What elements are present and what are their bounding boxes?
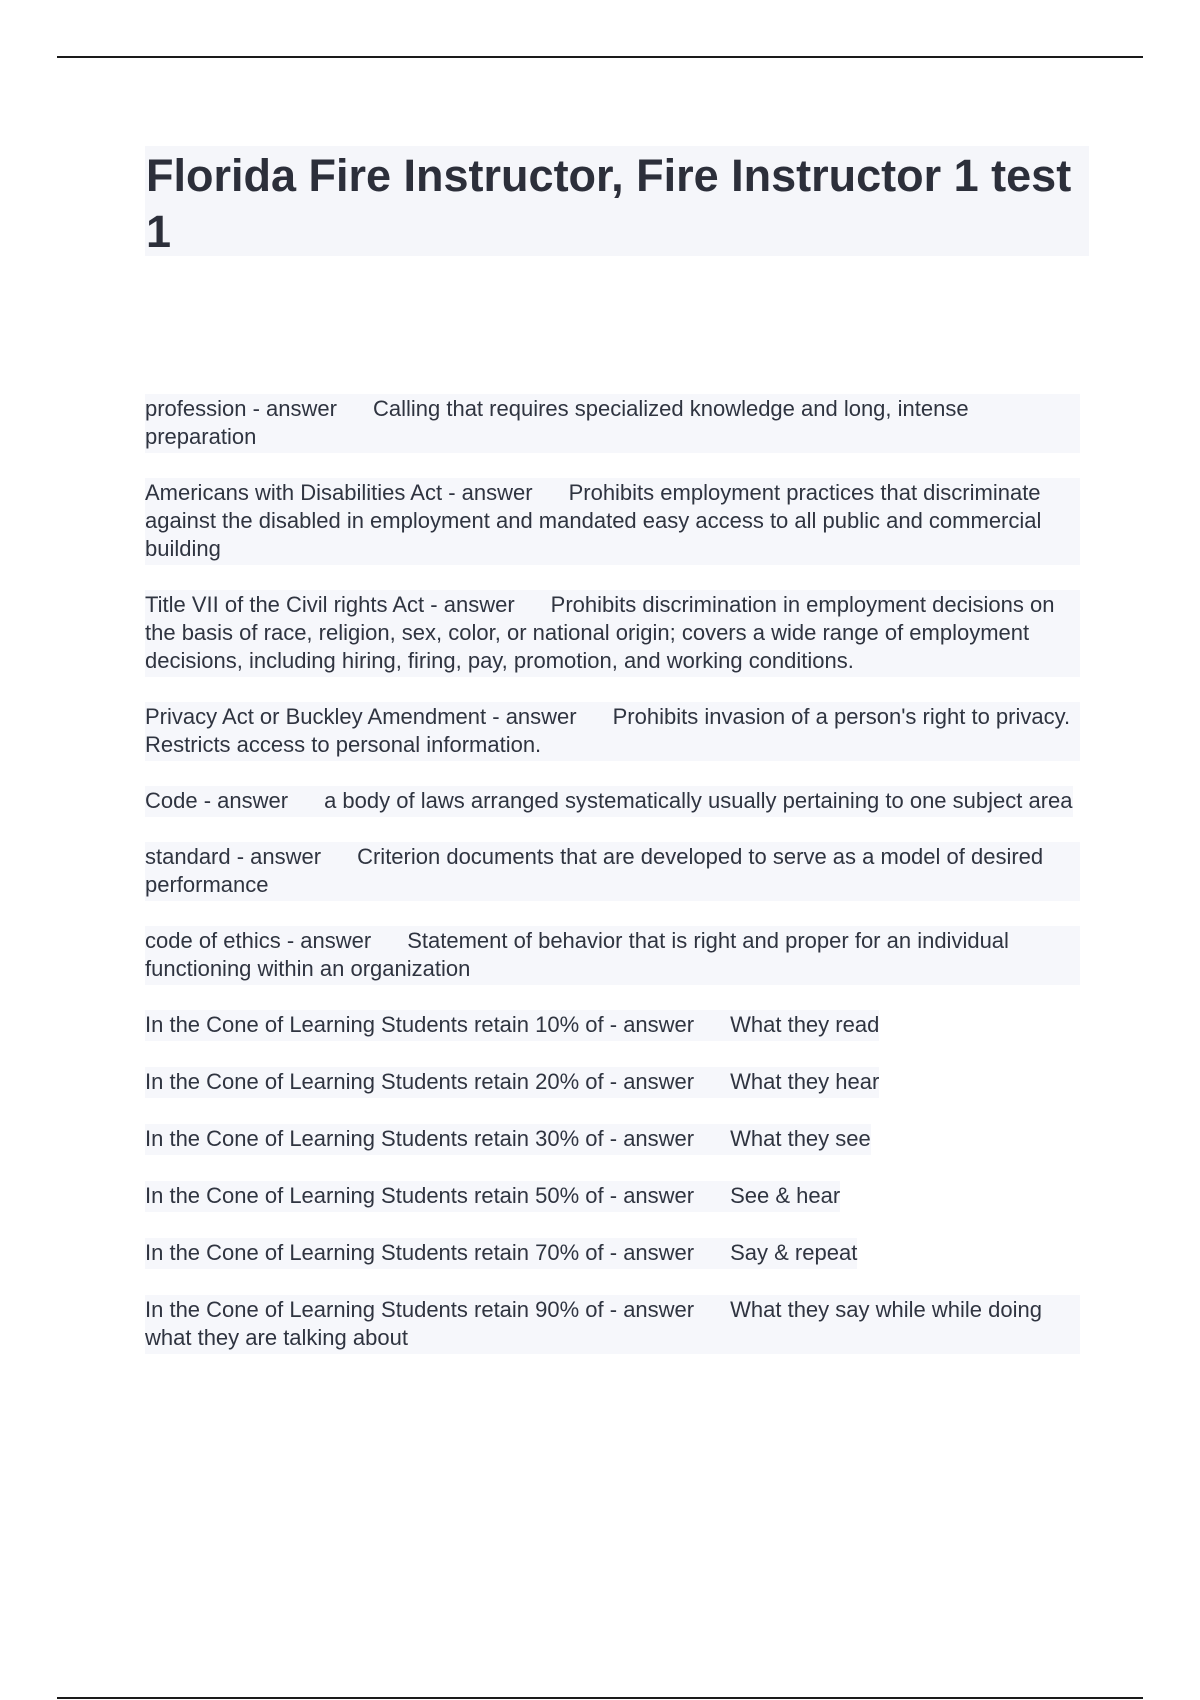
flashcard-definition: Statement of behavior that is right and proper for an individual functioning within an organization xyxy=(145,928,1009,981)
flashcard-definition: What they read xyxy=(730,1012,880,1037)
flashcard-definition: What they say while while doing what they are talking about xyxy=(145,1297,1042,1350)
flashcard-term: Privacy Act or Buckley Amendment - answer xyxy=(145,704,577,729)
flashcard-item xyxy=(145,926,1089,985)
flashcard-text xyxy=(145,842,1080,901)
flashcard-text xyxy=(145,786,1073,817)
flashcard-item xyxy=(145,1181,1089,1212)
flashcard-term: profession - answer xyxy=(145,396,337,421)
flashcard-item xyxy=(145,394,1089,453)
flashcard-item xyxy=(145,1238,1089,1269)
flashcard-text xyxy=(145,590,1080,677)
flashcard-definition: Prohibits employment practices that discriminate against the disabled in employment and mandated easy access to all public and commercial building xyxy=(145,480,1042,561)
flashcard-definition: See & hear xyxy=(730,1183,841,1208)
flashcard-definition: What they see xyxy=(730,1126,871,1151)
bottom-divider xyxy=(57,1697,1143,1699)
document-title: Florida Fire Instructor, Fire Instructor 1 test 1 xyxy=(146,150,1072,257)
flashcard-item xyxy=(145,1124,1089,1155)
flashcard-definition: Prohibits invasion of a person's right to privacy. Restricts access to personal information. xyxy=(145,704,1071,757)
flashcard-text xyxy=(145,1124,871,1155)
flashcard-text xyxy=(145,1067,879,1098)
flashcard-text xyxy=(145,1181,840,1212)
flashcard-term: In the Cone of Learning Students retain 50% of - answer xyxy=(145,1183,695,1208)
top-divider xyxy=(57,56,1143,58)
flashcard-definition: Say & repeat xyxy=(730,1240,858,1265)
flashcard-term: Title VII of the Civil rights Act - answer xyxy=(145,592,515,617)
flashcard-definition: Prohibits discrimination in employment decisions on the basis of race, religion, sex, color, or national origin; covers a wide range of employment decisions, including hiring, firing, pay, promotion, and working conditions. xyxy=(145,592,1055,673)
flashcard-text xyxy=(145,478,1080,565)
flashcard-term: Code - answer xyxy=(145,788,289,813)
flashcard-term: code of ethics - answer xyxy=(145,928,372,953)
flashcard-text xyxy=(145,702,1080,761)
flashcard-list xyxy=(145,394,1089,1379)
flashcard-item xyxy=(145,1067,1089,1098)
flashcard-term: Americans with Disabilities Act - answer xyxy=(145,480,533,505)
flashcard-item xyxy=(145,842,1089,901)
flashcard-text xyxy=(145,926,1080,985)
flashcard-item xyxy=(145,478,1089,565)
flashcard-term: In the Cone of Learning Students retain 70% of - answer xyxy=(145,1240,695,1265)
flashcard-text xyxy=(145,1295,1080,1354)
flashcard-definition: a body of laws arranged systematically usually pertaining to one subject area xyxy=(324,788,1073,813)
flashcard-item xyxy=(145,702,1089,761)
flashcard-term: In the Cone of Learning Students retain 30% of - answer xyxy=(145,1126,695,1151)
flashcard-text xyxy=(145,1238,857,1269)
flashcard-item xyxy=(145,1010,1089,1041)
flashcard-definition: What they hear xyxy=(730,1069,880,1094)
flashcard-definition: Calling that requires specialized knowledge and long, intense preparation xyxy=(145,396,969,449)
title-block xyxy=(145,146,1089,256)
flashcard-term: In the Cone of Learning Students retain 10% of - answer xyxy=(145,1012,695,1037)
flashcard-item xyxy=(145,590,1089,677)
flashcard-term: standard - answer xyxy=(145,844,322,869)
flashcard-item xyxy=(145,1295,1089,1354)
flashcard-term: In the Cone of Learning Students retain 90% of - answer xyxy=(145,1297,695,1322)
flashcard-text xyxy=(145,394,1080,453)
flashcard-definition: Criterion documents that are developed to serve as a model of desired performance xyxy=(145,844,1044,897)
flashcard-text xyxy=(145,1010,879,1041)
flashcard-item xyxy=(145,786,1089,817)
flashcard-term: In the Cone of Learning Students retain 20% of - answer xyxy=(145,1069,695,1094)
